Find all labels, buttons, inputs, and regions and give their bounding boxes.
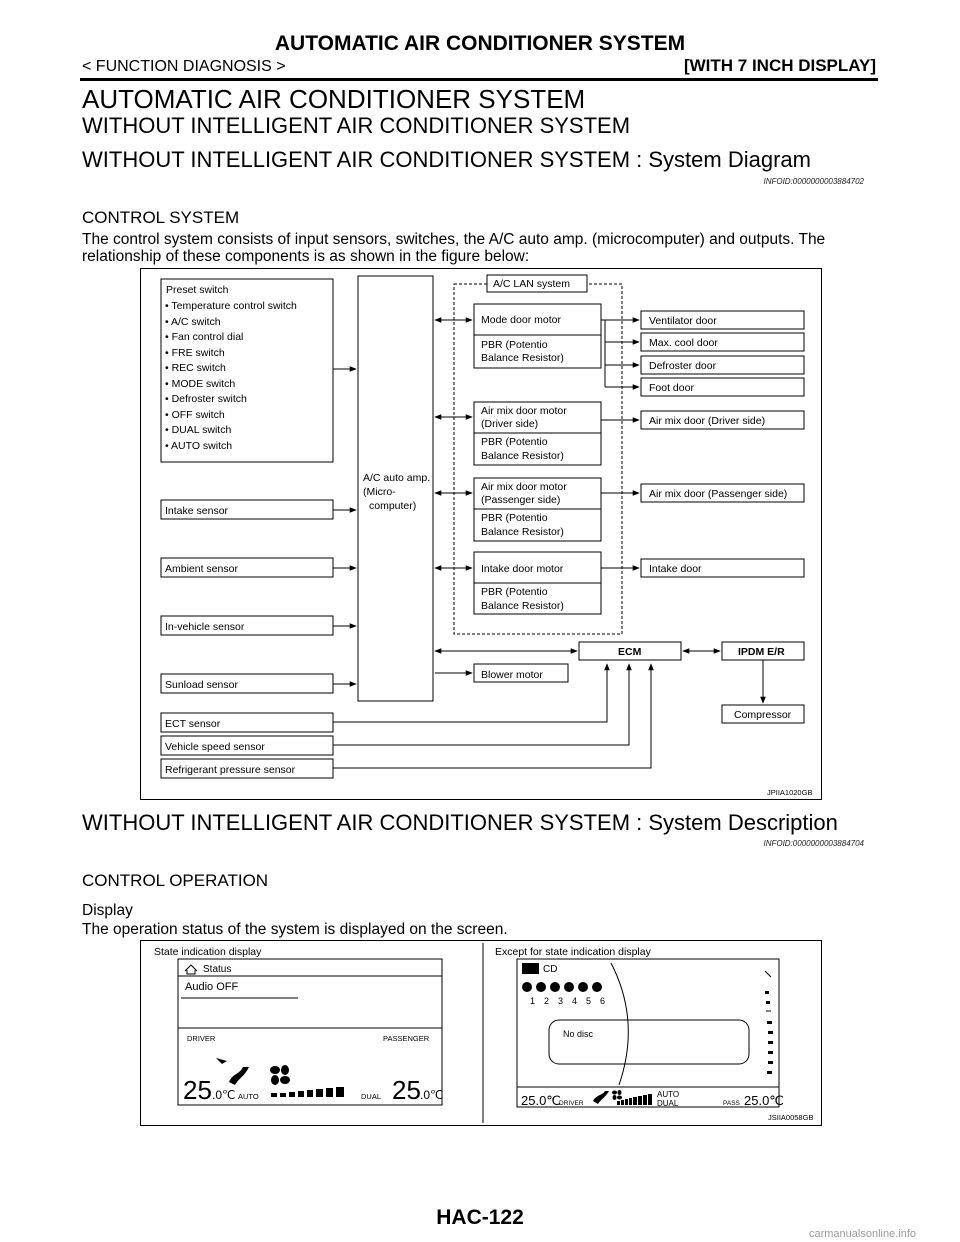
pbr-label: PBR (Potentio [481, 436, 548, 448]
left-caption: State indication display [154, 946, 262, 958]
preset-item: • Temperature control switch [165, 300, 297, 312]
output-label: Air mix door (Driver side) [649, 415, 766, 427]
right-caption: Except for state indication display [495, 946, 651, 958]
control-operation-heading: CONTROL OPERATION [82, 871, 269, 890]
motor-label: (Driver side) [481, 418, 539, 430]
output-label: Foot door [649, 382, 694, 394]
preset-item: • OFF switch [165, 409, 225, 421]
output-label: Ventilator door [649, 315, 717, 327]
pbr-label: PBR (Potentio [481, 339, 548, 351]
preset-number: 1 [530, 996, 536, 1006]
description-heading: WITHOUT INTELLIGENT AIR CONDITIONER SYSTEM : System Description [82, 810, 838, 835]
strip-fan-icon [612, 1090, 622, 1100]
strip-driver-temp: 25.0℃ [521, 1093, 561, 1108]
breadcrumb: < FUNCTION DIAGNOSIS > [82, 58, 286, 75]
strip-dual-label: DUAL [657, 1099, 679, 1108]
motor-label: Air mix door motor [481, 405, 567, 417]
passenger-label: PASSENGER [383, 1034, 430, 1043]
strip-driver-label: DRIVER [559, 1100, 584, 1107]
preset-number: 5 [586, 996, 592, 1006]
pbr-label: PBR (Potentio [481, 512, 548, 524]
preset-item: • MODE switch [165, 378, 236, 390]
diagram-infoid: INFOID:0000000003884702 [763, 177, 864, 186]
status-label: Status [203, 964, 232, 975]
display-figure [140, 940, 822, 1126]
diagram-heading: WITHOUT INTELLIGENT AIR CONDITIONER SYSTEM : System Diagram [82, 147, 811, 172]
preset-number: 4 [572, 996, 578, 1006]
left-temp-int: 25 [183, 1075, 212, 1105]
watermark: carmanualsonline.info [808, 1228, 916, 1240]
control-system-heading: CONTROL SYSTEM [82, 208, 240, 227]
preset-buttons [522, 982, 602, 992]
preset-item: • REC switch [165, 362, 226, 374]
no-disc-label: No disc [563, 1029, 594, 1039]
driver-label: DRIVER [187, 1034, 216, 1043]
no-disc-box [549, 1020, 749, 1064]
fan-level-bars [271, 1087, 344, 1097]
sensor-label: Refrigerant pressure sensor [165, 764, 296, 776]
preset-item: • A/C switch [165, 316, 221, 328]
sensor-label: Ambient sensor [165, 563, 238, 575]
output-label: Intake door [649, 563, 702, 575]
blower-motor-label: Blower motor [481, 669, 543, 681]
strip-airflow-icon [593, 1091, 609, 1104]
fan-icon [270, 1065, 290, 1085]
screen-arc [611, 963, 628, 1085]
compressor-label: Compressor [734, 709, 792, 721]
auto-label: AUTO [238, 1092, 259, 1101]
pbr-label: Balance Resistor) [481, 450, 564, 462]
control-system-text: The control system consists of input sensors, switches, the A/C auto amp. (microcomputer) and outputs. The relationship of these components is as shown in the figure below: [82, 231, 826, 265]
strip-pass-label: PASS [723, 1100, 740, 1107]
motor-label: Mode door motor [481, 314, 561, 326]
right-temp-int: 25 [392, 1075, 421, 1105]
dual-label: DUAL [361, 1092, 382, 1101]
amp-label: A/C auto amp. [363, 472, 431, 484]
pbr-label: PBR (Potentio [481, 586, 548, 598]
motor-label: Air mix door motor [481, 481, 567, 493]
preset-item: • AUTO switch [165, 440, 233, 452]
preset-item: • FRE switch [165, 347, 225, 359]
section-title: AUTOMATIC AIR CONDITIONER SYSTEM [82, 84, 586, 114]
volume-level-indicator [765, 991, 773, 1074]
sensor-label: In-vehicle sensor [165, 621, 245, 633]
preset-switch-title: Preset switch [166, 284, 229, 296]
cd-label: CD [543, 964, 558, 975]
display-text: The operation status of the system is displayed on the screen. [82, 921, 508, 938]
preset-item: • DUAL switch [165, 424, 232, 436]
strip-fan-bars [617, 1094, 652, 1105]
amp-label: (Micro- [363, 486, 396, 498]
pbr-label: Balance Resistor) [481, 352, 564, 364]
preset-number: 6 [600, 996, 606, 1006]
preset-item: • Defroster switch [165, 393, 247, 405]
amp-label: computer) [369, 500, 417, 512]
system-diagram [140, 268, 822, 800]
seat-airflow-icon [229, 1067, 249, 1085]
preset-number: 3 [558, 996, 564, 1006]
lan-system-label: A/C LAN system [493, 278, 571, 290]
motor-label: (Passenger side) [481, 494, 561, 506]
description-infoid: INFOID:0000000003884704 [763, 839, 864, 848]
sensor-label: Sunload sensor [165, 679, 238, 691]
preset-item: • Fan control dial [165, 331, 244, 343]
output-label: Air mix door (Passenger side) [649, 488, 788, 500]
subsection-title: WITHOUT INTELLIGENT AIR CONDITIONER SYSTEM [82, 113, 631, 138]
right-temp-dec: .0℃ [420, 1088, 444, 1102]
ecm-label: ECM [618, 646, 642, 658]
figure-id: JPIIA1020GB [767, 788, 813, 797]
ipdm-er-label: IPDM E/R [738, 646, 785, 658]
page-header-title: AUTOMATIC AIR CONDITIONER SYSTEM [274, 32, 686, 55]
display-figure-id: JSIIA0058GB [768, 1113, 814, 1122]
vent-arrow-icon [216, 1058, 227, 1064]
motor-label: Intake door motor [481, 563, 564, 575]
strip-auto-label: AUTO [657, 1090, 680, 1099]
display-subheading: Display [82, 902, 133, 919]
output-label: Defroster door [649, 360, 717, 372]
home-icon [185, 965, 197, 974]
left-temp-dec: .0℃ [212, 1088, 236, 1102]
header-rule [80, 78, 878, 81]
sensor-label: ECT sensor [165, 718, 221, 730]
sensor-label: Vehicle speed sensor [165, 741, 265, 753]
pbr-label: Balance Resistor) [481, 526, 564, 538]
variant-label: [WITH 7 INCH DISPLAY] [683, 56, 876, 75]
pbr-label: Balance Resistor) [481, 600, 564, 612]
page-number: HAC-122 [436, 1206, 524, 1229]
strip-pass-temp: 25.0℃ [744, 1093, 784, 1108]
preset-number: 2 [544, 996, 550, 1006]
audio-label: Audio OFF [185, 981, 239, 993]
cd-icon [522, 963, 539, 974]
output-label: Max. cool door [649, 337, 718, 349]
sensor-label: Intake sensor [165, 505, 229, 517]
